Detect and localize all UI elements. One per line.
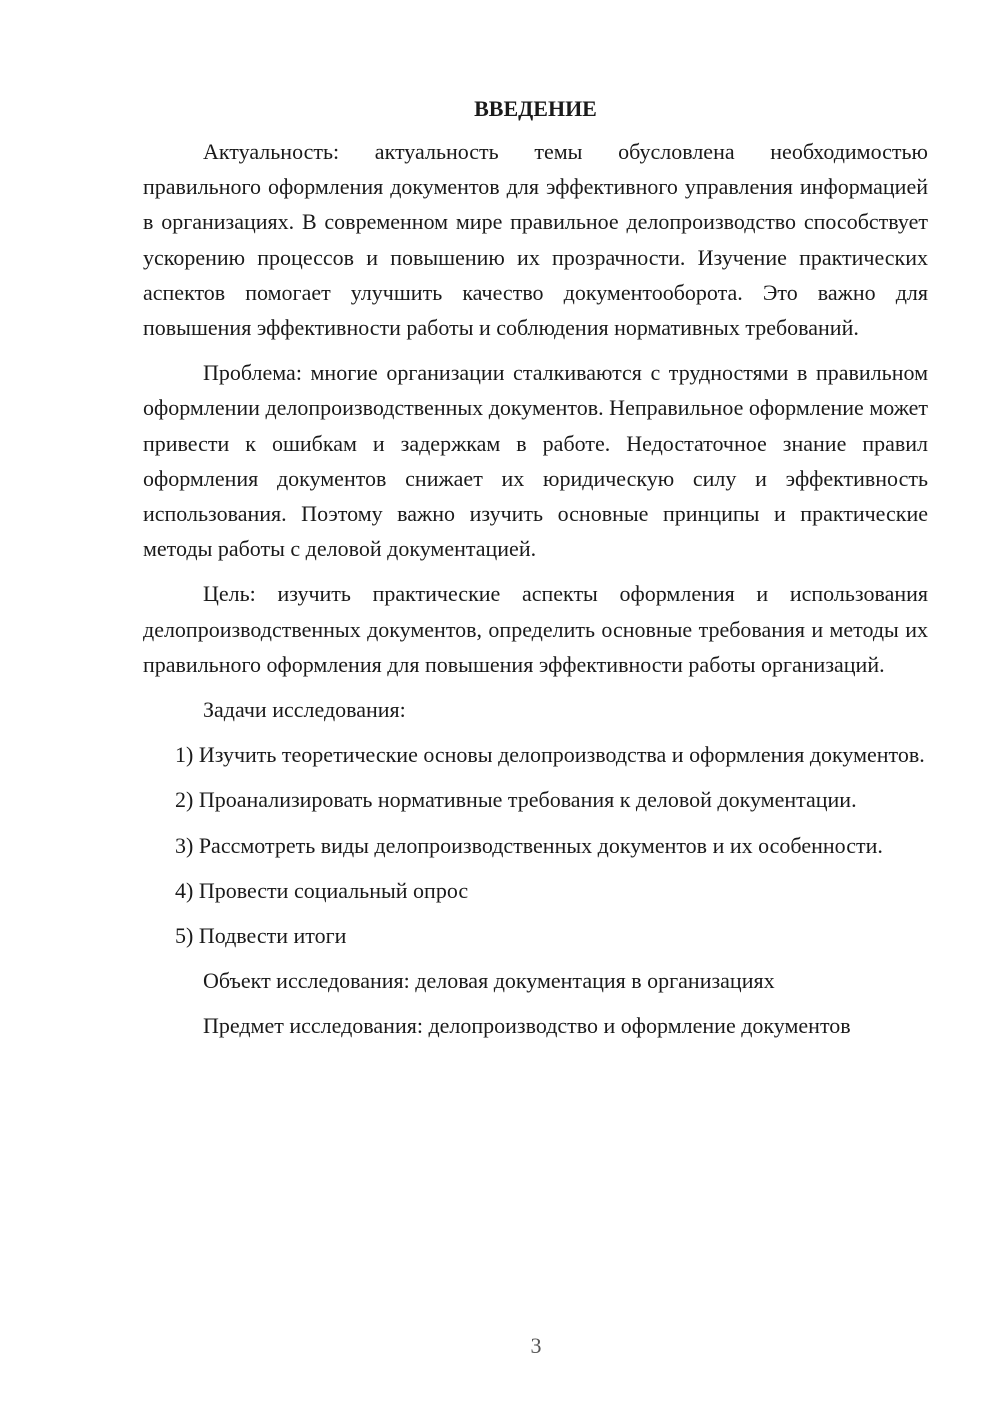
task-item-2: 2) Проанализировать нормативные требования к деловой документации. [175,787,857,813]
task-item-3: 3) Рассмотреть виды делопроизводственных документов и их особенности. [175,832,883,858]
tasks-heading: Задачи исследования: [203,697,406,723]
paragraph-problem: Проблема: многие организации сталкиваются с трудностями в правильном оформлении делопроизводственных документов. Неправильное оформление может привести к ошибкам и задержкам в работе. Недостаточное знание правил оформления документов снижает их юридическую силу и эффективность использования. Поэтому важно изучить основные принципы и практические методы работы с деловой документацией. [143,360,928,562]
task-item-1: 1) Изучить теоретические основы делопроизводства и оформления документов. [175,742,925,768]
research-subject: Предмет исследования: делопроизводство и оформление документов [203,1013,851,1039]
document-title: ВВЕДЕНИЕ [474,96,597,121]
task-item-4: 4) Провести социальный опрос [175,877,469,903]
research-object: Объект исследования: деловая документация в организациях [203,968,775,994]
page-content [143,94,928,1054]
paragraph-relevance: Актуальность: актуальность темы обусловлена необходимостью правильного оформления документов для эффективного управления информацией в организациях. В современном мире правильное делопроизводство способствует ускорению процессов и повышению их прозрачности. Изучение практических аспектов помогает улучшить качество документооборота. Это важно для повышения эффективности работы и соблюдения нормативных требований. [143,139,928,341]
paragraph-goal: Цель: изучить практические аспекты оформления и использования делопроизводственных документов, определить основные требования и методы их правильного оформления для повышения эффективности работы организаций. [143,581,928,677]
page-number: 3 [530,1333,542,1358]
task-item-5: 5) Подвести итоги [175,923,347,949]
